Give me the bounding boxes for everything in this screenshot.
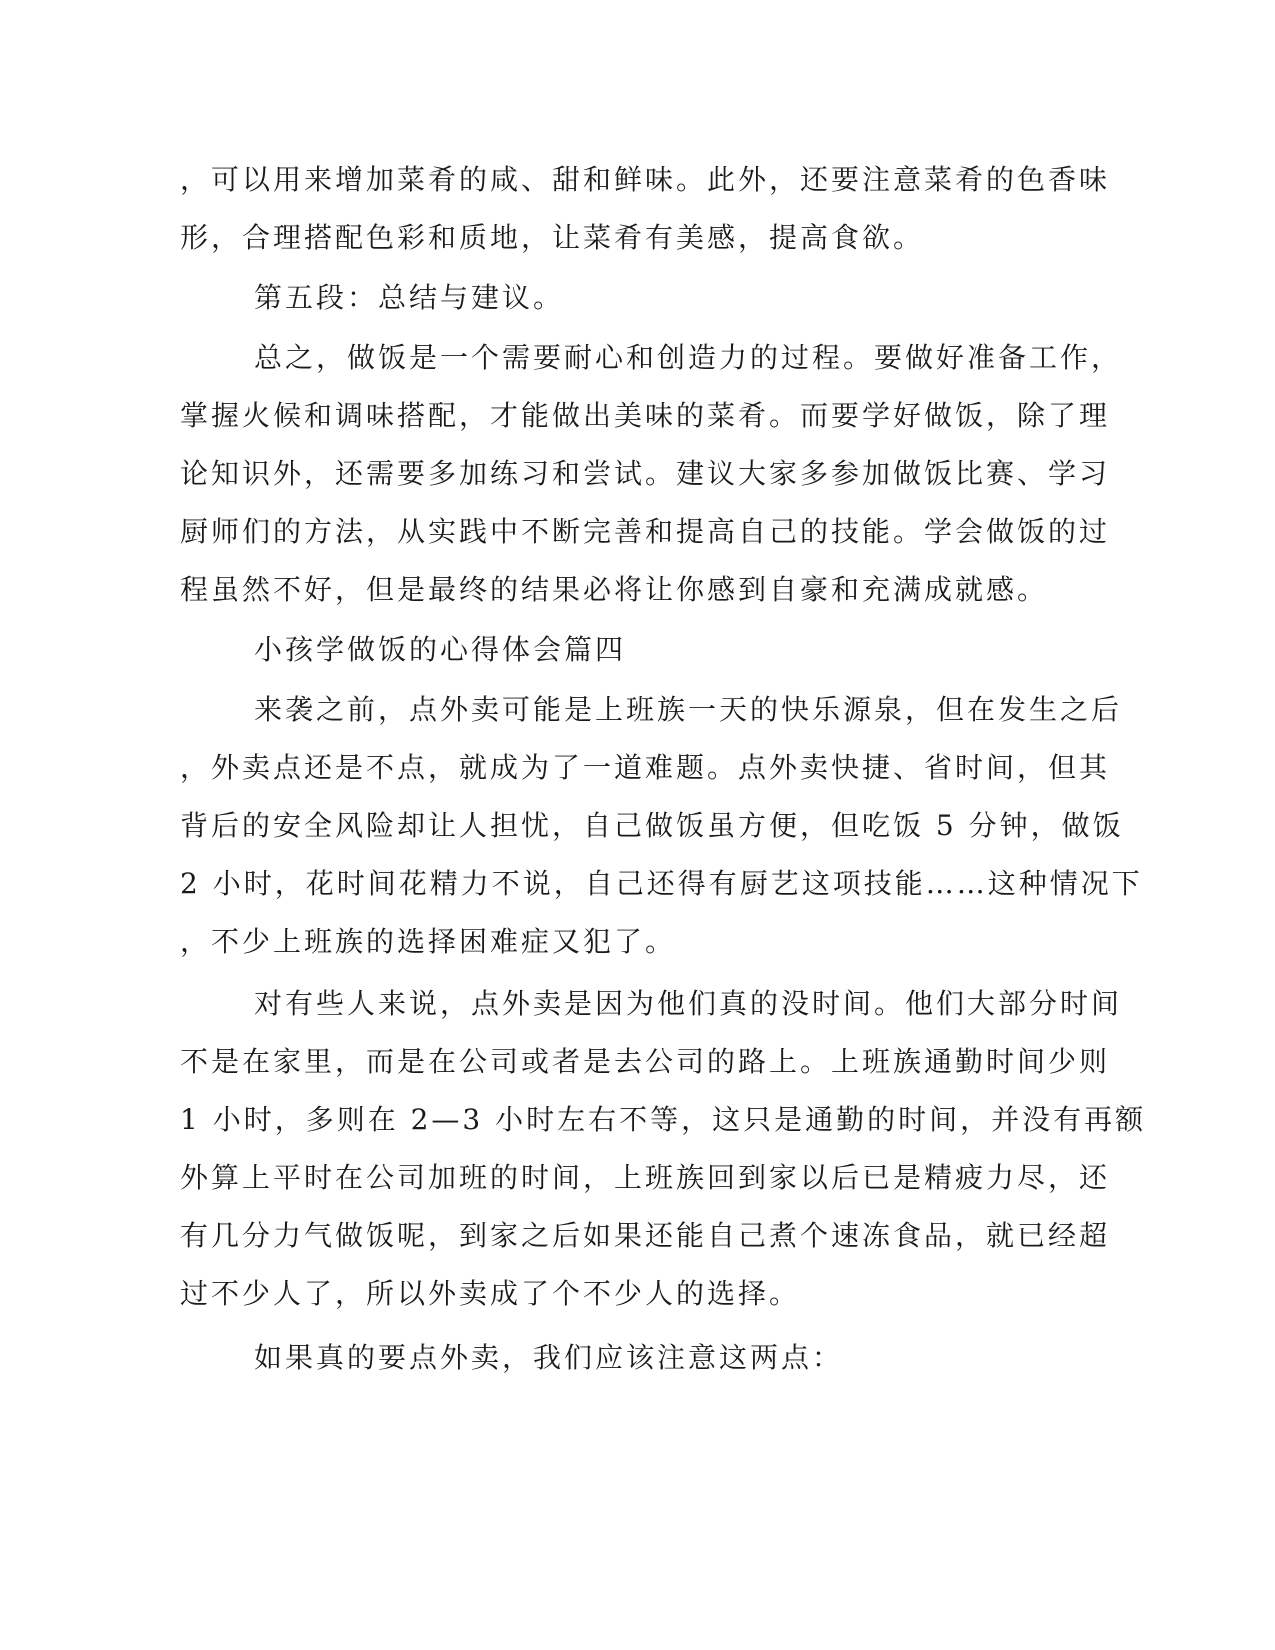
text-line: ，外卖点还是不点，就成为了一道难题。点外卖快捷、省时间，但其 <box>180 751 1111 784</box>
text-line: 形，合理搭配色彩和质地，让菜肴有美感，提高食欲。 <box>180 221 925 254</box>
text-line: 来袭之前，点外卖可能是上班族一天的快乐源泉，但在发生之后 <box>254 693 1123 726</box>
section-heading: 小孩学做饭的心得体会篇四 <box>254 633 627 666</box>
text-line: 程虽然不好，但是最终的结果必将让你感到自豪和充满成就感。 <box>180 573 1049 606</box>
text-line: 总之，做饭是一个需要耐心和创造力的过程。要做好准备工作， <box>254 341 1123 374</box>
text-line: ，可以用来增加菜肴的咸、甜和鲜味。此外，还要注意菜肴的色香味 <box>180 163 1111 196</box>
text-line: 论知识外，还需要多加练习和尝试。建议大家多参加做饭比赛、学习 <box>180 457 1111 490</box>
text-line: 掌握火候和调味搭配，才能做出美味的菜肴。而要学好做饭，除了理 <box>180 399 1111 432</box>
text-line: 背后的安全风险却让人担忧，自己做饭虽方便，但吃饭 5 分钟，做饭 <box>180 809 1124 842</box>
text-line: 厨师们的方法，从实践中不断完善和提高自己的技能。学会做饭的过 <box>180 515 1111 548</box>
text-line: 有几分力气做饭呢，到家之后如果还能自己煮个速冻食品，就已经超 <box>180 1219 1111 1252</box>
text-line: 不是在家里，而是在公司或者是去公司的路上。上班族通勤时间少则 <box>180 1045 1111 1078</box>
text-line: 如果真的要点外卖，我们应该注意这两点： <box>254 1341 844 1374</box>
text-line: 2 小时，花时间花精力不说，自己还得有厨艺这项技能……这种情况下 <box>180 867 1143 900</box>
text-line: 外算上平时在公司加班的时间，上班族回到家以后已是精疲力尽，还 <box>180 1161 1111 1194</box>
text-line: 1 小时，多则在 2—3 小时左右不等，这只是通勤的时间，并没有再额 <box>180 1103 1147 1136</box>
section-heading: 第五段：总结与建议。 <box>254 281 565 314</box>
text-line: 对有些人来说，点外卖是因为他们真的没时间。他们大部分时间 <box>254 987 1123 1020</box>
text-line: ，不少上班族的选择困难症又犯了。 <box>180 925 677 958</box>
text-line: 过不少人了，所以外卖成了个不少人的选择。 <box>180 1277 801 1310</box>
